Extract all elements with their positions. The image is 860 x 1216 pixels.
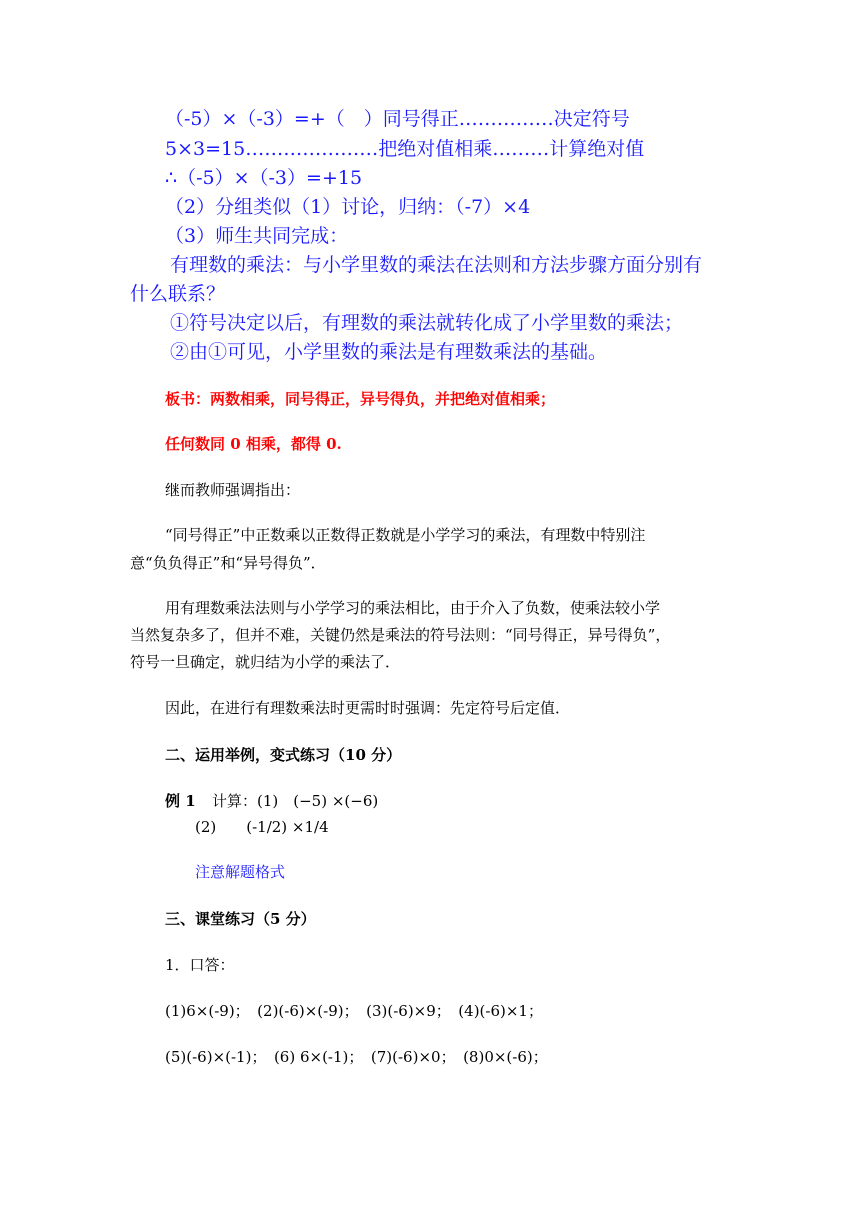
- blackboard-rule-2: 任何数同 0 相乘，都得 0.: [165, 435, 342, 453]
- abs-value-line: 5×3=15…………………把绝对值相乘………计算绝对值: [165, 138, 645, 160]
- format-note: 注意解题格式: [195, 863, 286, 881]
- question-line-1: 有理数的乘法：与小学里数的乘法在法则和方法步骤方面分别有: [170, 254, 703, 276]
- sign-rule-line: （-5）×（-3）=+（ ）同号得正……………决定符号: [165, 108, 630, 130]
- answer-line-1: ①符号决定以后，有理数的乘法就转化成了小学里数的乘法；: [170, 312, 684, 334]
- blackboard-rule-1: 板书：两数相乘，同号得正，异号得负，并把绝对值相乘；: [165, 390, 556, 408]
- teacher-student-line: （3）师生共同完成：: [165, 225, 349, 247]
- group-discussion-line: （2）分组类似（1）讨论，归纳：（-7）×4: [165, 196, 531, 218]
- exercise-row-2: (5)(-6)×(-1)； (6) 6×(-1)； (7)(-6)×0； (8)0×(-6)；: [165, 1048, 548, 1066]
- example-1-line-2: (2) (-1/2) ×1/4: [195, 818, 329, 836]
- paragraph-1-line-2: 意“负负得正”和“异号得负”．: [130, 554, 326, 572]
- paragraph-2-line-3: 符号一旦确定，就归结为小学的乘法了．: [130, 653, 401, 671]
- result-line: ∴（-5）×（-3）=+15: [165, 167, 363, 189]
- paragraph-2-line-1: 用有理数乘法法则与小学学习的乘法相比，由于介入了负数，使乘法较小学: [165, 599, 661, 617]
- oral-answer-label: 1．口答：: [165, 956, 235, 974]
- example-label: 例 1: [165, 792, 196, 810]
- answer-line-2: ②由①可见，小学里数的乘法是有理数乘法的基础。: [170, 341, 608, 363]
- section-heading-3: 三、课堂练习（5 分）: [165, 910, 316, 928]
- exercise-row-1: (1)6×(-9)； (2)(-6)×(-9)； (3)(-6)×9； (4)(-6)×1；: [165, 1002, 543, 1020]
- example-1-line-1: 计算：(1) (−5) ×(−6): [212, 792, 379, 810]
- paragraph-2-line-2: 当然复杂多了，但并不难，关键仍然是乘法的符号法则：“同号得正，异号得负”，: [130, 626, 671, 644]
- paragraph-3: 因此，在进行有理数乘法时更需时时强调：先定符号后定值．: [165, 699, 571, 717]
- paragraph-1-line-1: “同号得正”中正数乘以正数得正数就是小学学习的乘法，有理数中特别注: [165, 526, 646, 544]
- question-line-2: 什么联系？: [130, 283, 226, 305]
- paragraph-emphasis: 继而教师强调指出：: [165, 481, 301, 499]
- section-heading-2: 二、运用举例，变式练习（10 分）: [165, 746, 402, 764]
